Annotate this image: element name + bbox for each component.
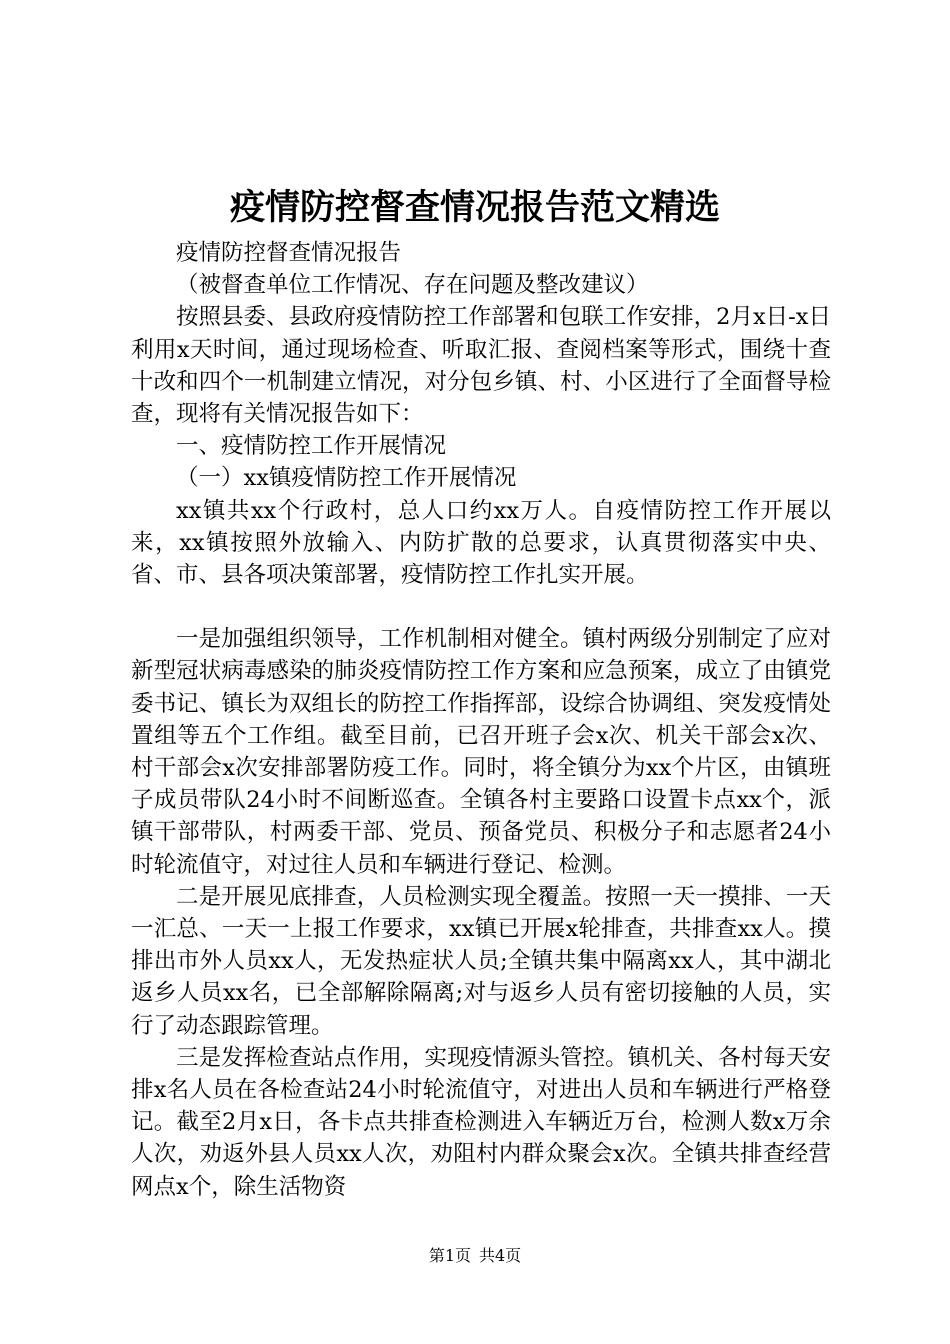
document-title: 疫情防控督查情况报告范文精选	[229, 187, 720, 228]
point-one-paragraph: 一是加强组织领导，工作机制相对健全。镇村两级分别制定了应对新型冠状病毒感染的肺炎疫情防控工作方案和应急预案，成立了由镇党委书记、镇长为双组长的防控工作指挥部，设综合协调组、突发疫情处置组等五个工作组。截至目前，已召开班子会x次、机关干部会x次、村干部会x次安排部署防疫工作。同时，将全镇分为xx个片区，由镇班子成员带队24小时不间断巡查。全镇各村主要路口设置卡点xx个，派镇干部带队，村两委干部、党员、预备党员、积极分子和志愿者24小时轮流值守，对过往人员和车辆进行登记、检测。	[131, 626, 831, 878]
report-heading: 疫情防控督查情况报告	[176, 240, 402, 266]
page-footer	[0, 1245, 950, 1267]
point-three-paragraph: 三是发挥检查站点作用，实现疫情源头管控。镇机关、各村每天安排x名人员在各检查站24小时轮流值守，对进出人员和车辆进行严格登记。截至2月x日，各卡点共排查检测进入车辆近万台，检测人数x万余人次，劝返外县人员xx人次，劝阻村内群众聚会x次。全镇共排查经营网点x个，除生活物资	[131, 1044, 831, 1200]
page-number-current: 第1页	[428, 1246, 471, 1265]
intro-paragraph: 按照县委、县政府疫情防控工作部署和包联工作安排，2月x日-x日利用x天时间，通过现场检查、听取汇报、查阅档案等形式，围绕十查十改和四个一机制建立情况，对分包乡镇、村、小区进行了全面督导检查，现将有关情况报告如下：	[131, 304, 831, 428]
section-heading-1: 一、疫情防控工作开展情况	[176, 433, 447, 460]
subsection-heading-1: （一）xx镇疫情防控工作开展情况	[176, 465, 517, 492]
document-body	[131, 237, 831, 1203]
point-two-paragraph: 二是开展见底排查，人员检测实现全覆盖。按照一天一摸排、一天一汇总、一天一上报工作要求，xx镇已开展x轮排查，共排查xx人。摸排出市外人员xx人，无发热症状人员;全镇共集中隔离xx人，其中湖北返乡人员xx名，已全部解除隔离;对与返乡人员有密切接触的人员，实行了动态跟踪管理。	[131, 883, 831, 1039]
report-subheading: （被督查单位工作情况、存在问题及整改建议）	[176, 272, 649, 299]
page-number-total: 共4页	[479, 1246, 522, 1265]
town-overview-paragraph: xx镇共xx个行政村，总人口约xx万人。自疫情防控工作开展以来，xx镇按照外放输入、内防扩散的总要求，认真贯彻落实中央、省、市、县各项决策部署，疫情防控工作扎实开展。	[131, 497, 831, 589]
paragraph-spacer	[131, 591, 831, 623]
